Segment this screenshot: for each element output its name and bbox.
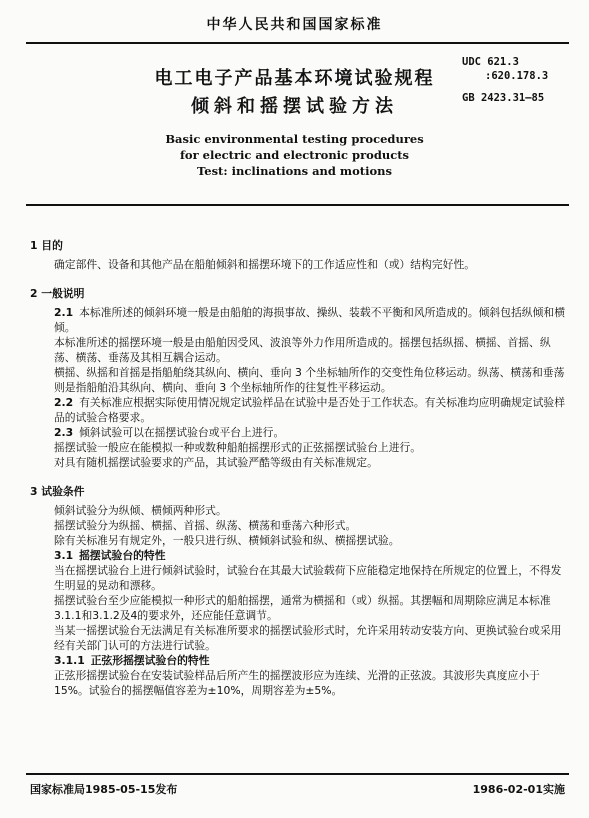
header-divider xyxy=(26,204,569,206)
clause-2-1 xyxy=(30,305,572,335)
udc-code-line1: UDC 621.3 xyxy=(462,56,519,68)
clause-title: 正弦形摇摆试验台的特性 xyxy=(90,654,210,667)
section-1-text: 确定部件、设备和其他产品在船舶倾斜和摇摆环境下的工作适应性和（或）结构完好性。 xyxy=(54,258,476,271)
section-1-heading: 1 目的 xyxy=(30,239,63,252)
clause-number: 3.1.1 xyxy=(54,654,85,667)
clause-3-1-p3: 当某一摇摆试验台无法满足有关标准所要求的摇摆试验形式时，允许采用转动安装方向、更换试验台或采用经有关部门认可的方法进行试验。 xyxy=(54,624,562,652)
clause-number: 2.1 xyxy=(54,306,74,319)
gb-number: GB 2423.31—85 xyxy=(462,92,545,104)
udc-code-line2: :620.178.3 xyxy=(485,70,549,82)
issue-date: 国家标准局1985-05-15发布 xyxy=(30,783,178,796)
section-3-p2: 摇摆试验分为纵摇、横摇、首摇、纵荡、横荡和垂荡六种形式。 xyxy=(54,519,357,532)
section-3-p1: 倾斜试验分为纵倾、横倾两种形式。 xyxy=(54,504,227,517)
top-rule xyxy=(26,42,569,44)
clause-text: 有关标准应根据实际使用情况规定试验样品在试验中是否处于工作状态。有关标准均应明确规定试验样品的试验合格要求。 xyxy=(54,396,565,424)
clause-2-1-p3: 横摇、纵摇和首摇是指船舶绕其纵向、横向、垂向 3 个坐标轴所作的交变性角位移运动。纵荡、横荡和垂荡则是指船舶沿其纵向、横向、垂向 3 个坐标轴所作的往复性平移运动。 xyxy=(54,366,565,394)
clause-3-1-p2: 摇摆试验台至少应能模拟一种形式的船舶摇摆，通常为横摇和（或）纵摇。其摆幅和周期除应满足本标准3.1.1和3.1.2及4的要求外，还应能任意调节。 xyxy=(54,594,551,622)
effective-date: 1986-02-01实施 xyxy=(472,783,565,796)
section-2-heading: 2 一般说明 xyxy=(30,287,85,300)
clause-2-1-p2: 本标准所述的摇摆环境一般是由船舶因受风、波浪等外力作用所造成的。摇摆包括纵摇、横摇、首摇、纵荡、横荡、垂荡及其相互耦合运动。 xyxy=(54,336,551,364)
title-en-line2: for electric and electronic products xyxy=(179,148,410,162)
clause-text: 倾斜试验可以在摇摆试验台或平台上进行。 xyxy=(79,426,285,439)
clause-number: 3.1 xyxy=(54,549,74,562)
clause-3-1-heading xyxy=(30,548,572,563)
clause-3-1-p1: 当在摇摆试验台上进行倾斜试验时，试验台在其最大试验载荷下应能稳定地保持在所规定的位置上，不得发生明显的晃动和漂移。 xyxy=(54,564,562,592)
clause-title: 摇摆试验台的特性 xyxy=(79,549,166,562)
section-3-p3: 除有关标准另有规定外，一般只进行纵、横倾斜试验和纵、横摇摆试验。 xyxy=(54,534,400,547)
clause-number: 2.3 xyxy=(54,426,74,439)
clause-3-1-1-p1: 正弦形摇摆试验台在安装试验样品后所产生的摇摆波形应为连续、光滑的正弦波。其波形失真度应小于15%。试验台的摇摆幅值容差为±10%，周期容差为±5%。 xyxy=(54,669,540,697)
footer-rule xyxy=(26,773,569,775)
clause-2-3 xyxy=(30,425,572,440)
clause-2-3-p2: 摇摆试验一般应在能模拟一种或数种船舶摇摆形式的正弦摇摆试验台上进行。 xyxy=(54,441,422,454)
title-en-line1: Basic environmental testing procedures xyxy=(165,132,424,146)
clause-3-1-1-heading xyxy=(30,653,572,668)
title-cn-line1: 电工电子产品基本环境试验规程 xyxy=(154,68,435,89)
clause-2-3-p3: 对具有随机摇摆试验要求的产品，其试验严酷等级由有关标准规定。 xyxy=(54,456,378,469)
section-3-heading: 3 试验条件 xyxy=(30,485,85,498)
clause-number: 2.2 xyxy=(54,396,74,409)
title-cn-line2: 倾斜和摇摆试验方法 xyxy=(191,96,398,117)
document-body xyxy=(30,232,572,698)
clause-text: 本标准所述的倾斜环境一般是由船舶的海损事故、操纵、装载不平衡和风所造成的。倾斜包括纵倾和横倾。 xyxy=(54,306,565,334)
clause-2-2 xyxy=(30,395,572,425)
issuing-body: 中华人民共和国国家标准 xyxy=(206,17,383,33)
title-en-line3: Test: inclinations and motions xyxy=(197,164,392,178)
